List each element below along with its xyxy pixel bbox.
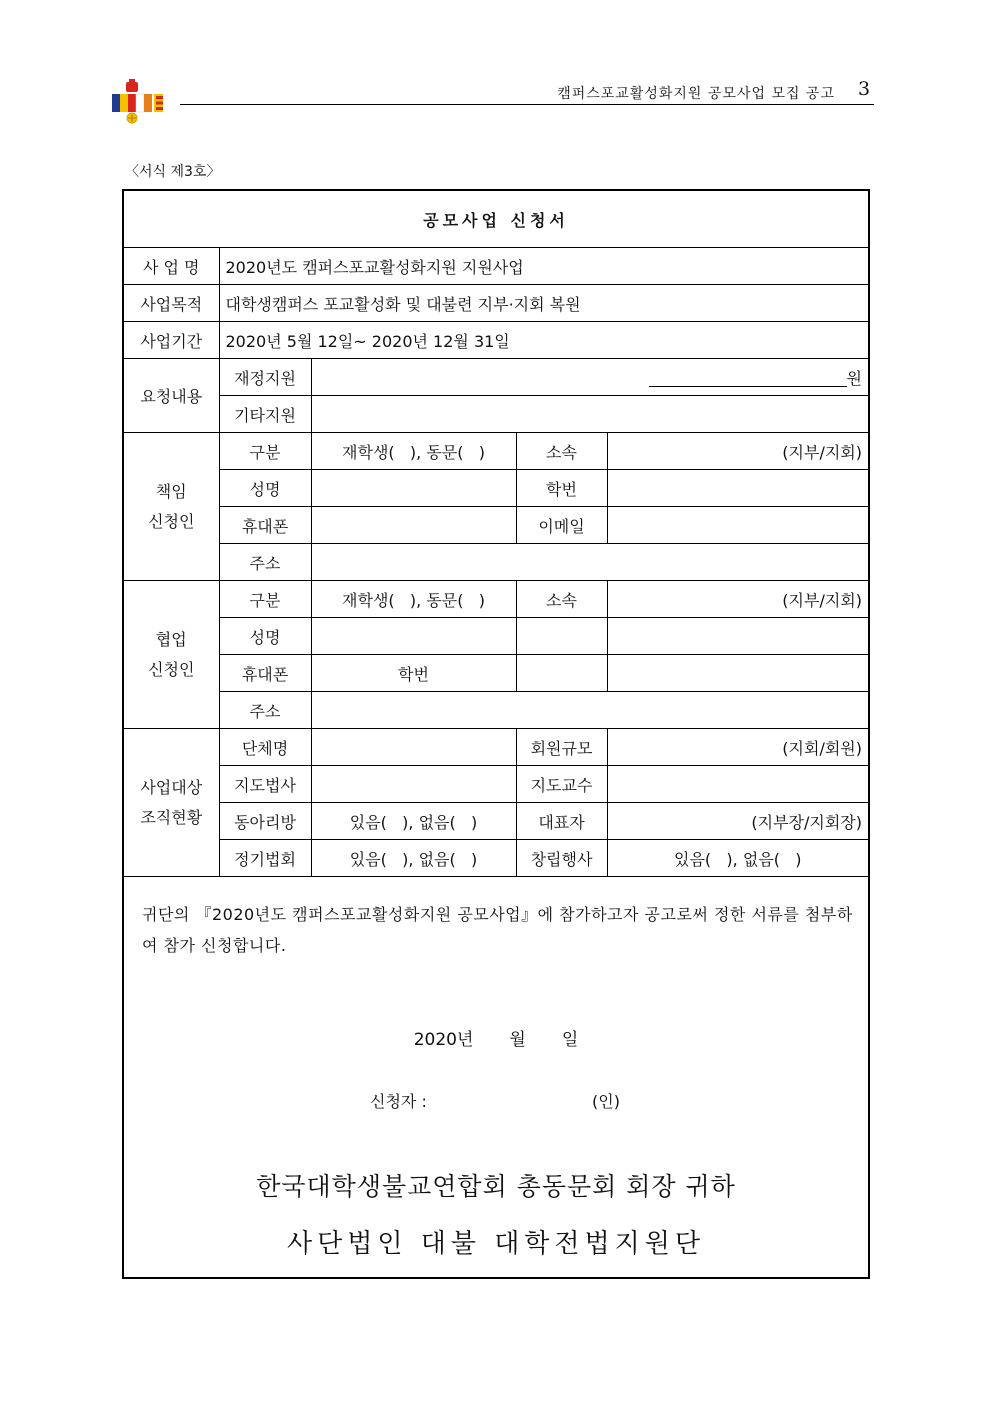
co-address-label: 주소 — [219, 692, 311, 729]
lead-student-id-field[interactable] — [607, 470, 869, 507]
request-row-financial — [123, 359, 869, 396]
lead-phone-label: 휴대폰 — [219, 507, 311, 544]
co-affiliation-field[interactable]: (지부/지회) — [607, 581, 869, 618]
dharma-teacher-label: 지도법사 — [219, 766, 311, 803]
lead-email-label: 이메일 — [516, 507, 607, 544]
application-date[interactable] — [124, 1025, 868, 1050]
advisor-label: 지도교수 — [516, 766, 607, 803]
co-blank-field-2[interactable] — [607, 655, 869, 692]
regular-meeting-field[interactable]: 있음( ), 없음( ) — [311, 840, 516, 877]
date-month: 월 — [509, 1030, 526, 1050]
lead-label-line1: 책임 — [155, 481, 187, 501]
member-size-label: 회원규모 — [516, 729, 607, 766]
project-name-value: 2020년도 캠퍼스포교활성화지원 지원사업 — [219, 248, 869, 285]
date-day: 일 — [561, 1030, 579, 1050]
lead-affiliation-field[interactable]: (지부/지회) — [607, 433, 869, 470]
lead-phone-field[interactable] — [311, 507, 516, 544]
org-row-advisors — [123, 766, 869, 803]
org-row-name — [123, 729, 869, 766]
org-row-club-room — [123, 803, 869, 840]
period-label: 사업기간 — [123, 322, 219, 359]
org-row-meetings — [123, 840, 869, 877]
purpose-row — [123, 285, 869, 322]
co-row-phone — [123, 655, 869, 692]
lead-name-label: 성명 — [219, 470, 311, 507]
currency-unit: 원 — [846, 368, 862, 388]
co-affiliation-label: 소속 — [516, 581, 607, 618]
period-value: 2020년 5월 12일~ 2020년 12월 31일 — [219, 322, 869, 359]
purpose-value: 대학생캠퍼스 포교활성화 및 대불련 지부·지회 복원 — [219, 285, 869, 322]
request-row-other — [123, 396, 869, 433]
other-support-label: 기타지원 — [219, 396, 311, 433]
application-form-table — [122, 189, 870, 1279]
representative-label: 대표자 — [516, 803, 607, 840]
lead-row-name — [123, 470, 869, 507]
org-status-label — [123, 729, 219, 877]
lead-email-field[interactable] — [607, 507, 869, 544]
form-code: 〈서식 제3호〉 — [125, 164, 221, 180]
form-title: 공모사업 신청서 — [123, 190, 869, 248]
co-student-id-label: 학번 — [311, 655, 516, 692]
co-category-label: 구분 — [219, 581, 311, 618]
lead-category-label: 구분 — [219, 433, 311, 470]
purpose-label: 사업목적 — [123, 285, 219, 322]
lead-category-field[interactable]: 재학생( ), 동문( ) — [311, 433, 516, 470]
co-applicant-label — [123, 581, 219, 729]
period-row — [123, 322, 869, 359]
org-label-line1: 사업대상 — [140, 777, 203, 797]
co-name-label: 성명 — [219, 618, 311, 655]
group-name-field[interactable] — [311, 729, 516, 766]
lead-row-category — [123, 433, 869, 470]
dharma-teacher-field[interactable] — [311, 766, 516, 803]
co-name-field[interactable] — [311, 618, 516, 655]
org-label-line2: 조직현황 — [140, 807, 203, 827]
co-row-address — [123, 692, 869, 729]
advisor-field[interactable] — [607, 766, 869, 803]
co-address-field[interactable] — [311, 692, 869, 729]
seal-label[interactable]: (인) — [592, 1092, 620, 1111]
lead-applicant-label — [123, 433, 219, 581]
title-row — [123, 190, 869, 248]
header-title: 캠퍼스포교활성화지원 공모사업 모집 공고 — [557, 86, 835, 102]
co-blank-label-1 — [516, 618, 607, 655]
founding-event-label: 창립행사 — [516, 840, 607, 877]
founding-event-field[interactable]: 있음( ), 없음( ) — [607, 840, 869, 877]
statement-text: 귀단의 『2020년도 캠퍼스포교활성화지원 공모사업』에 참가하고자 공고로써 정한 서류를 첨부하여 참가 신청합니다. — [142, 905, 853, 955]
co-blank-field-1[interactable] — [607, 618, 869, 655]
applicant-signature-label: 신청자 : — [370, 1092, 427, 1111]
group-name-label: 단체명 — [219, 729, 311, 766]
lead-row-address — [123, 544, 869, 581]
representative-field[interactable]: (지부장/지회장) — [607, 803, 869, 840]
lead-label-line2: 신청인 — [148, 511, 195, 531]
lead-affiliation-label: 소속 — [516, 433, 607, 470]
project-name-row — [123, 248, 869, 285]
lead-name-field[interactable] — [311, 470, 516, 507]
lead-row-phone — [123, 507, 869, 544]
request-label: 요청내용 — [123, 359, 219, 433]
issuing-organization: 사단법인 대불 대학전법지원단 — [286, 1229, 706, 1259]
page-number: 3 — [858, 78, 871, 100]
financial-support-label: 재정지원 — [219, 359, 311, 396]
club-room-field[interactable]: 있음( ), 없음( ) — [311, 803, 516, 840]
co-label-line1: 협업 — [155, 629, 187, 649]
co-label-line2: 신청인 — [148, 659, 195, 679]
project-name-label: 사 업 명 — [123, 248, 219, 285]
lead-student-id-label: 학번 — [516, 470, 607, 507]
financial-support-field[interactable] — [311, 359, 869, 396]
organization-logo-icon — [110, 78, 170, 126]
lead-address-field[interactable] — [311, 544, 869, 581]
co-phone-label: 휴대폰 — [219, 655, 311, 692]
header-divider — [180, 104, 874, 105]
statement-row — [123, 877, 869, 1279]
addressee: 한국대학생불교연합회 총동문회 회장 귀하 — [256, 1172, 736, 1201]
co-row-category — [123, 581, 869, 618]
co-blank-label-2 — [516, 655, 607, 692]
regular-meeting-label: 정기법회 — [219, 840, 311, 877]
statement-cell — [123, 877, 869, 1279]
co-category-field[interactable]: 재학생( ), 동문( ) — [311, 581, 516, 618]
club-room-label: 동아리방 — [219, 803, 311, 840]
member-size-field[interactable]: (지회/회원) — [607, 729, 869, 766]
other-support-field[interactable] — [311, 396, 869, 433]
co-row-name — [123, 618, 869, 655]
lead-address-label: 주소 — [219, 544, 311, 581]
amount-underline — [649, 372, 847, 387]
date-year: 2020년 — [413, 1030, 474, 1050]
